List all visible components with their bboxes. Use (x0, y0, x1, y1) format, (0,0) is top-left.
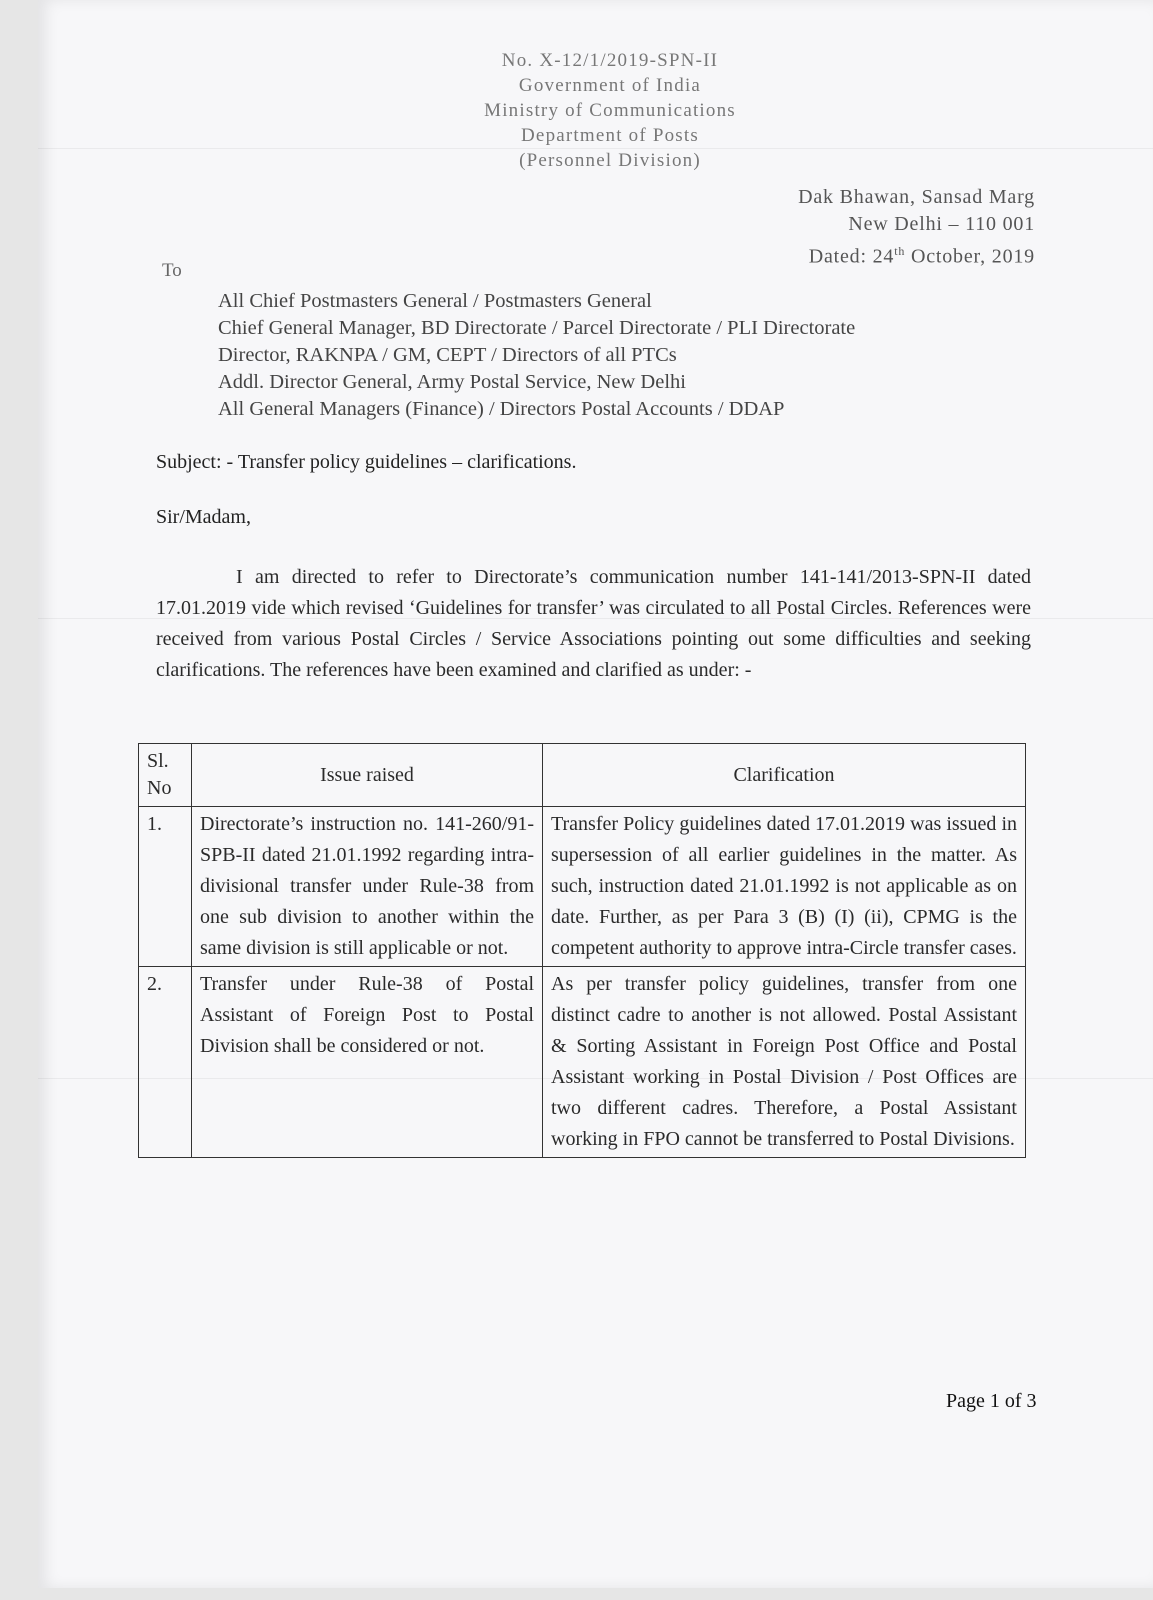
department-name: Department of Posts (521, 125, 699, 146)
recipient-item: Addl. Director General, Army Postal Service, New Delhi (218, 371, 686, 393)
letterhead (440, 48, 780, 173)
row-clarification: As per transfer policy guidelines, transfer from one distinct cadre to another is not allowed. Postal Assistant & Sorting Assistant in Foreign Post Office and Postal Assistant working in Postal Division / Post Offices are two different cadres. Therefore, a Postal Assistant working in FPO cannot be transferred to Postal Divisions. (543, 967, 1026, 1158)
recipient-item: All General Managers (Finance) / Directors Postal Accounts / DDAP (218, 398, 785, 420)
recipient-item: Chief General Manager, BD Directorate / Parcel Directorate / PLI Directorate (218, 317, 856, 339)
clarification-table (138, 743, 1026, 1158)
recipient-item: Director, RAKNPA / GM, CEPT / Directors of all PTCs (218, 344, 677, 366)
salutation: Sir/Madam, (156, 506, 251, 528)
header-sl-no: Sl. No (139, 744, 192, 807)
file-number: No. X-12/1/2019-SPN-II (501, 50, 719, 71)
letter-date (798, 238, 1035, 271)
ministry-name: Ministry of Communications (484, 100, 736, 121)
sender-address (798, 184, 1035, 271)
row-issue: Directorate’s instruction no. 141-260/91-SPB-II dated 21.01.1992 regarding intra-divisional transfer under Rule-38 from one sub division to another within the same division is still applicable or not. (192, 807, 543, 967)
row-issue: Transfer under Rule-38 of Postal Assistant of Foreign Post to Postal Division shall be considered or not. (192, 967, 543, 1158)
table-row (139, 807, 1026, 967)
row-number: 1. (139, 807, 192, 967)
to-label: To (162, 260, 182, 281)
page-number: Page 1 of 3 (946, 1390, 1037, 1412)
division-name: (Personnel Division) (519, 150, 701, 171)
recipient-item: All Chief Postmasters General / Postmasters General (218, 290, 652, 312)
header-clarification: Clarification (543, 744, 1026, 807)
header-issue: Issue raised (192, 744, 543, 807)
body-paragraph: I am directed to refer to Directorate’s communication number 141-141/2013-SPN-II dated 17.01.2019 vide which revised ‘Guidelines for transfer’ was circulated to all Postal Circles. References were received from various Postal Circles / Service Associations pointing out some difficulties and seeking clarifications. The references have been examined and clarified as under: - (156, 566, 1031, 681)
date-suffix: October, 2019 (905, 245, 1035, 268)
row-clarification: Transfer Policy guidelines dated 17.01.2019 was issued in supersession of all earlier guidelines in the matter. As such, instruction dated 21.01.1992 is not applicable as on date. Further, as per Para 3 (B) (I) (ii), CPMG is the competent authority to approve intra-Circle transfer cases. (543, 807, 1026, 967)
government-name: Government of India (518, 75, 702, 96)
address-line-2: New Delhi – 110 001 (848, 213, 1035, 235)
table-row (139, 967, 1026, 1158)
recipient-list (218, 288, 855, 423)
table-header-row (139, 744, 1026, 807)
date-prefix: Dated: 24 (808, 245, 895, 268)
subject-line: Subject: - Transfer policy guidelines – clarifications. (156, 451, 577, 473)
date-superscript: th (894, 244, 906, 258)
row-number: 2. (139, 967, 192, 1158)
address-line-1: Dak Bhawan, Sansad Marg (798, 186, 1035, 208)
